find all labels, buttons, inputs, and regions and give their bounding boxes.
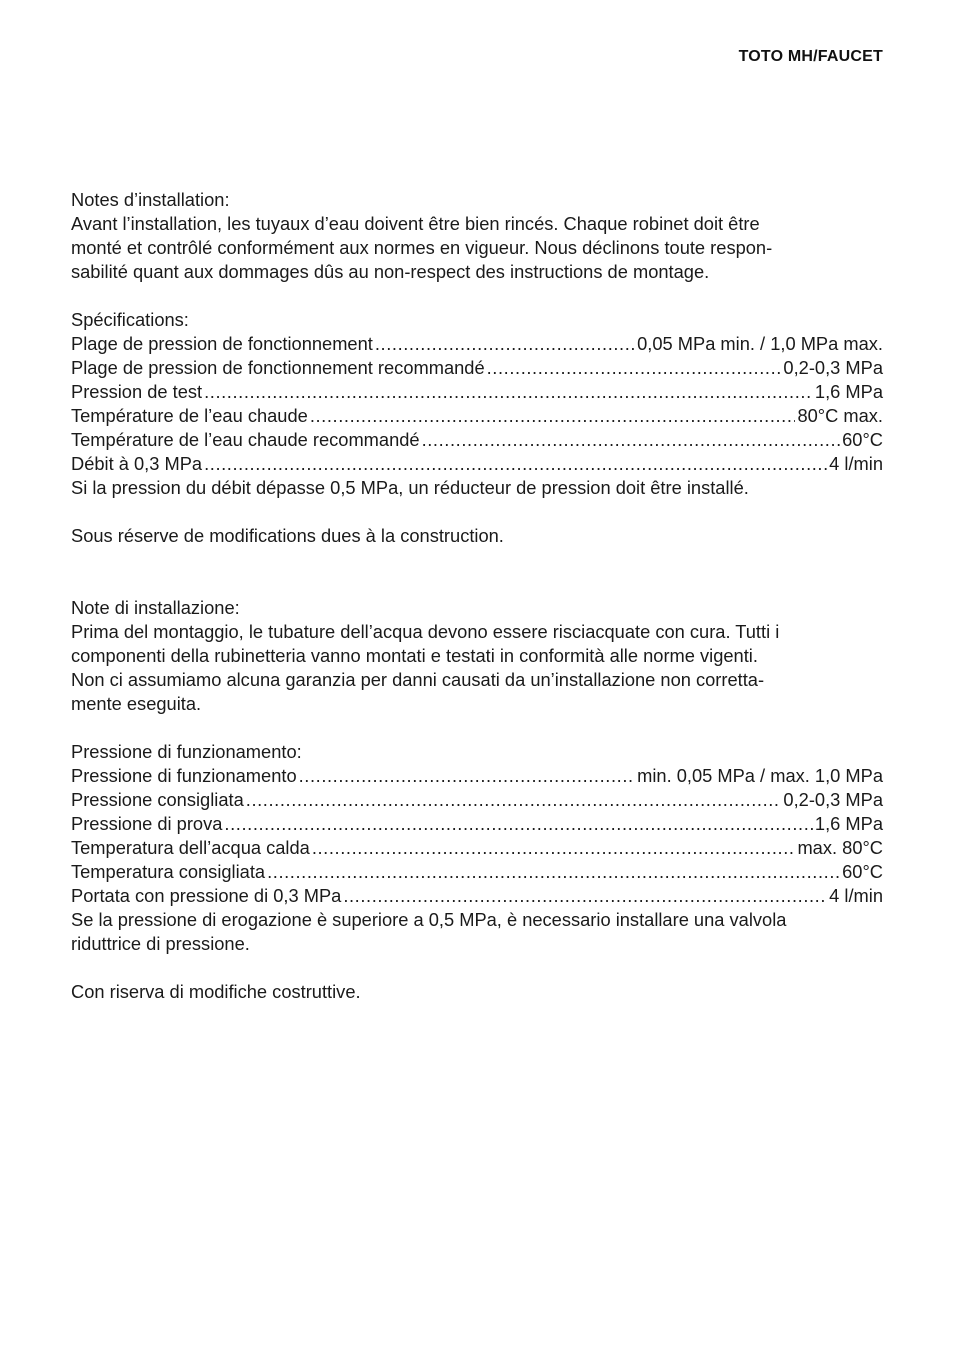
dot-leader: [267, 860, 840, 884]
it-reserve-note: Con riserva di modifiche costruttive.: [71, 981, 361, 1002]
spec-label: Plage de pression de fonctionnement: [71, 333, 373, 354]
fr-specs-heading: Spécifications:: [71, 309, 189, 330]
dot-leader: [343, 884, 827, 908]
dot-leader: [204, 452, 827, 476]
spec-value: max. 80°C: [797, 837, 883, 858]
fr-spec-row: [71, 332, 883, 356]
it-notes-line: Prima del montaggio, le tubature dell’acqua devono essere risciacquate con cura. Tutti i: [71, 621, 780, 642]
it-spec-row: [71, 884, 883, 908]
spec-value: 1,6 MPa: [814, 381, 883, 402]
spec-label: Temperatura consigliata: [71, 861, 266, 882]
spec-label: Temperatura dell’acqua calda: [71, 837, 310, 858]
document-body: [71, 188, 883, 1004]
spec-value: min. 0,05 MPa / max. 1,0 MPa: [637, 765, 883, 786]
fr-specs-note: Si la pression du débit dépasse 0,5 MPa, un réducteur de pression doit être installé.: [71, 477, 749, 498]
spec-value: 60°C: [842, 861, 883, 882]
spec-value: 1,6 MPa: [814, 813, 883, 834]
dot-leader: [422, 428, 841, 452]
it-notes-line: mente eseguita.: [71, 693, 202, 714]
dot-leader: [246, 788, 782, 812]
dot-leader: [299, 764, 636, 788]
spec-label: Pressione di prova: [71, 813, 223, 834]
it-notes-line: Non ci assumiamo alcuna garanzia per danni causati da un’installazione non corretta-: [71, 669, 765, 690]
dot-leader: [375, 332, 635, 356]
spec-label: Pression de test: [71, 381, 203, 402]
it-section: [71, 596, 883, 1004]
fr-spec-row: [71, 452, 883, 476]
page-header-title: TOTO MH/FAUCET: [738, 48, 883, 65]
fr-section: [71, 188, 883, 548]
fr-spec-row: [71, 380, 883, 404]
spec-label: Température de l’eau chaude recommandé: [71, 429, 420, 450]
spec-value: 4 l/min: [829, 885, 883, 906]
spec-value: 4 l/min: [829, 453, 883, 474]
fr-notes-heading: Notes d’installation:: [71, 189, 230, 210]
fr-notes-line: Avant l’installation, les tuyaux d’eau doivent être bien rincés. Chaque robinet doit être: [71, 213, 760, 234]
fr-reserve-note: Sous réserve de modifications dues à la construction.: [71, 525, 504, 546]
fr-spec-row: [71, 356, 883, 380]
spec-value: 0,2-0,3 MPa: [783, 789, 883, 810]
spec-value: 60°C: [842, 429, 883, 450]
spec-value: 80°C max.: [797, 405, 883, 426]
spec-label: Portata con pressione di 0,3 MPa: [71, 885, 342, 906]
it-spec-row: [71, 788, 883, 812]
spec-label: Pressione di funzionamento: [71, 765, 297, 786]
it-spec-row: [71, 812, 883, 836]
fr-spec-row: [71, 428, 883, 452]
dot-leader: [224, 812, 812, 836]
it-spec-row: [71, 860, 883, 884]
fr-notes-line: monté et contrôlé conformément aux normes en vigueur. Nous déclinons toute respon-: [71, 237, 773, 258]
dot-leader: [487, 356, 782, 380]
it-notes-line: componenti della rubinetteria vanno montati e testati in conformità alle norme vigenti.: [71, 645, 758, 666]
spec-value: 0,05 MPa min. / 1,0 MPa max.: [637, 333, 883, 354]
fr-spec-row: [71, 404, 883, 428]
spec-label: Débit à 0,3 MPa: [71, 453, 203, 474]
spec-label: Pressione consigliata: [71, 789, 244, 810]
spec-value: 0,2-0,3 MPa: [783, 357, 883, 378]
dot-leader: [204, 380, 813, 404]
it-specs-heading: Pressione di funzionamento:: [71, 741, 302, 762]
it-spec-row: [71, 764, 883, 788]
dot-leader: [310, 404, 796, 428]
it-specs-note-line: Se la pressione di erogazione è superiore a 0,5 MPa, è necessario installare una valvola: [71, 909, 787, 930]
spec-label: Plage de pression de fonctionnement recommandé: [71, 357, 485, 378]
dot-leader: [312, 836, 796, 860]
spec-label: Température de l’eau chaude: [71, 405, 308, 426]
it-specs-note-line: riduttrice di pressione.: [71, 933, 250, 954]
it-notes-heading: Note di installazione:: [71, 597, 240, 618]
fr-notes-line: sabilité quant aux dommages dûs au non-respect des instructions de montage.: [71, 261, 710, 282]
it-spec-row: [71, 836, 883, 860]
